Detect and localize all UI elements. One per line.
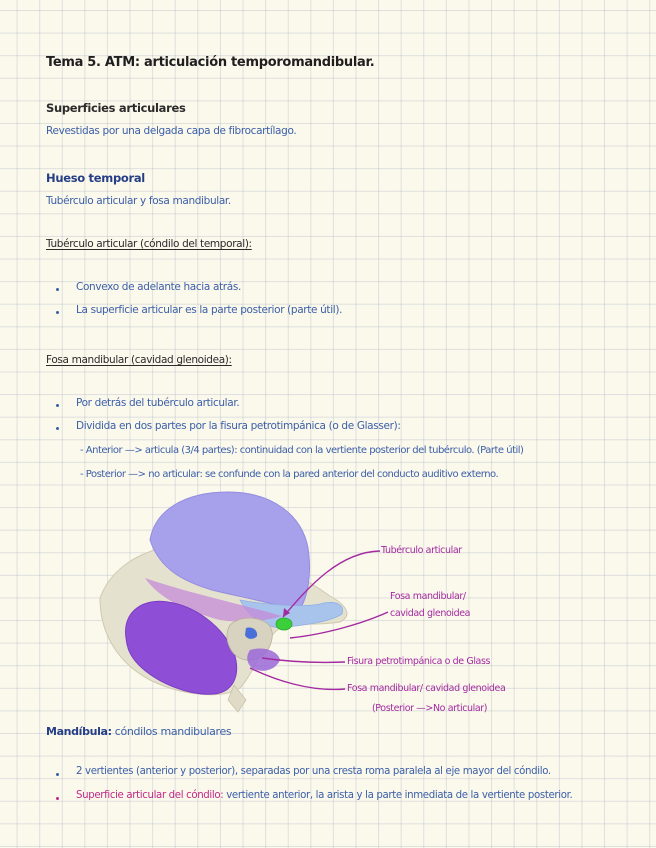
- superficies-text: Revestidas por una delgada capa de fibrocartílago.: [46, 125, 297, 137]
- label-fosa-1: Fosa mandibular/: [390, 591, 466, 602]
- label-fosa-2: cavidad glenoidea: [390, 608, 471, 619]
- section-heading-superficies: Superficies articulares: [46, 101, 186, 115]
- mandibula-bullet-2: [76, 790, 572, 801]
- mandibula-bullet-2-highlight: Superficie articular del cóndilo:: [76, 790, 224, 801]
- page-title: Tema 5. ATM: articulación temporomandibular.: [46, 55, 375, 70]
- hueso-text: Tubérculo articular y fosa mandibular.: [46, 195, 231, 207]
- fosa-bullet-1: Por detrás del tubérculo articular.: [76, 397, 240, 409]
- mandibula-bullet-2-rest: vertiente anterior, la arista y la parte inmediata de la vertiente posterior.: [223, 790, 573, 801]
- tuberculo-bullet-1: Convexo de adelante hacia atrás.: [76, 281, 241, 293]
- tuberculo-bullet-2: La superficie articular es la parte posterior (parte útil).: [76, 304, 343, 316]
- leader-line-fosa-posterior: [250, 668, 345, 689]
- mandibula-heading-rest: cóndilos mandibulares: [111, 725, 232, 738]
- articular-tubercle-marker: [276, 618, 292, 630]
- label-fosa-posterior-2: (Posterior —>No articular): [372, 703, 488, 714]
- fosa-heading: Fosa mandibular (cavidad glenoidea):: [46, 354, 232, 366]
- bullet-dot: [56, 773, 59, 776]
- label-fisura: Fisura petrotimpánica o de Glass: [347, 656, 491, 667]
- mandibula-heading: Mandíbula:: [46, 725, 112, 738]
- tuberculo-heading: Tubérculo articular (cóndilo del temporal):: [46, 238, 252, 250]
- label-tuberculo: Tubérculo articular: [381, 545, 462, 556]
- mandibula-heading-row: [46, 725, 231, 738]
- section-heading-hueso: Hueso temporal: [46, 171, 145, 185]
- label-fosa-posterior-1: Fosa mandibular/ cavidad glenoidea: [347, 683, 506, 694]
- fosa-sub-1: - Anterior —> articula (3/4 partes): continuidad con la vertiente posterior del tubérculo. (Parte útil): [80, 445, 524, 456]
- fosa-sub-2: - Posterior —> no articular: se confunde con la pared anterior del conducto auditivo externo.: [80, 469, 499, 480]
- fosa-bullet-2: Dividida en dos partes por la fisura petrotimpánica (o de Glasser):: [76, 420, 401, 432]
- mandibula-bullet-1: 2 vertientes (anterior y posterior), separadas por una cresta roma paralela al eje mayor del cóndilo.: [76, 766, 551, 777]
- bullet-dot: [56, 797, 59, 800]
